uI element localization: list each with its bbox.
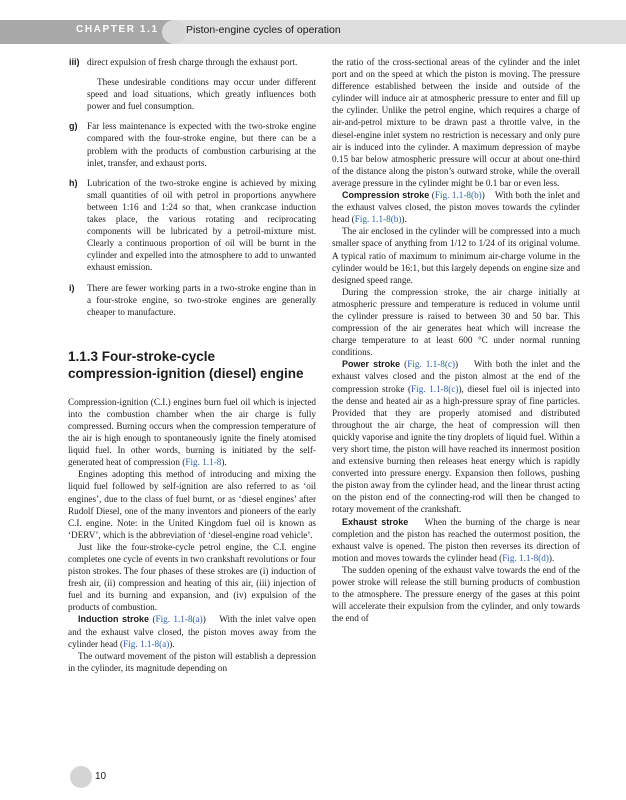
list-item-i	[68, 282, 316, 318]
section-heading-line2: compression-ignition (diesel) engine	[68, 365, 304, 381]
run-in-heading: Exhaust stroke	[342, 516, 409, 527]
list-label: i)	[69, 282, 75, 293]
figure-link[interactable]: Fig. 1.1-8(a)	[123, 638, 170, 649]
list-label: h)	[69, 177, 78, 188]
paragraph: Compression-ignition (C.I.) engines burn fuel oil which is injected into the combustion chamber when the air charge is fully compressed. Burning occurs when the compression temperature of the air is high enough to spontaneously ignite the finely atomised liquid fuel. In other words, burning is initiated by the self-generated heat of compression (Fig. 1.1-8).	[68, 396, 316, 468]
running-header	[0, 0, 626, 44]
figure-link[interactable]: Fig. 1.1-8(c)	[411, 383, 459, 394]
chapter-label: CHAPTER 1.1	[76, 24, 159, 35]
section-heading-line1: 1.1.3 Four-stroke-cycle	[68, 348, 216, 364]
paragraph: Induction stroke (Fig. 1.1-8(a)) With the inlet valve open and the exhaust valve closed, the piston moves away from the cylinder head (Fig. 1.1-8(a)).	[68, 614, 316, 649]
paragraph: the ratio of the cross-sectional areas of the cylinder and the inlet port and on the speed at which the piston is moving. The pressure difference established between the inside and outside of the cylinder will induce air at atmospheric pressure to enter and fill up the cylinder. Unlike the petrol engine, which requires a charge of air-and-petrol mixture to be drawn past a throttle valve, in the diesel-engine inlet system no restriction is necessary and only pure air is induced into the cylinder. A maximum depression of maybe 0.15 bar below atmospheric pressure will occur at about one-third of the distance along the piston’s outward stroke, while the overall average pressure in the cylinder might be 0.1 bar or even less.	[332, 57, 580, 188]
footer-circle-decoration	[70, 766, 92, 788]
list-item-h	[68, 177, 316, 274]
list-text: direct expulsion of fresh charge through the exhaust port.	[87, 57, 298, 67]
list-text: Far less maintenance is expected with the two-stroke engine compared with the four-stroke engine, but there can be a problem with the products of combustion carburising at the inlet, transfer, and exhaust ports.	[87, 121, 316, 168]
left-column	[68, 56, 316, 674]
figure-link[interactable]: Fig. 1.1-8(b)	[434, 190, 482, 201]
paragraph: Engines adopting this method of introducing and mixing the liquid fuel followed by self-ignition are also referred to as ‘oil engines’, due to the class of fuel burnt, or as ‘diesel engines’ after Rudolf Diesel, one of the many inventors and pioneers of the early C.I. engine. Note: in the United Kingdom fuel oil is known as ‘DERV’, which is the abbreviation of ‘diesel-engine road vehicle’.	[68, 469, 316, 540]
figure-link[interactable]: Fig. 1.1-8	[185, 457, 222, 468]
paragraph: Power stroke (Fig. 1.1-8(c)) With both the inlet and the exhaust valves closed and the piston almost at the end of the compression stroke (Fig. 1.1-8(c)), diesel fuel oil is injected into the dense and heated air as a high-pressure spray of fine particles. Provided that they are properly atomised and distributed throughout the air charge, the heat of compression will then quickly vaporise and ignite the tiny droplets of liquid fuel. Within a very short time, the piston will have reached its innermost position and extensive burning then releases heat energy which is rapidly converted into pressure energy. Expansion then follows, pushing the piston away from the cylinder head, and the linear thrust acting on the piston end of the connecting-rod will then be changed to rotary movement of the crankshaft.	[332, 359, 581, 515]
list-item-g	[68, 120, 316, 168]
list-text: Lubrication of the two-stroke engine is achieved by mixing small quantities of oil with petrol in proportions anywhere between 1:16 and 1:24 so that, when crankcase induction takes place, the various rotating and reciprocating components will be lubricated by a petroil-mixture mist. Clearly a continuous proportion of oil will be burnt in the cylinder and expelled into the atmosphere to add to unwanted exhaust emission.	[87, 177, 316, 273]
figure-link[interactable]: Fig. 1.1-8(a)	[155, 614, 203, 625]
section-heading	[68, 348, 316, 382]
right-column	[332, 56, 580, 624]
paragraph: The air enclosed in the cylinder will be compressed into a much smaller space of anything from 1/12 to 1/24 of its original volume. A typical ratio of maximum to minimum air-charge volume in the cylinder would be 16:1, but this largely depends on engine size and designed speed range.	[332, 226, 580, 285]
list-text: There are fewer working parts in a two-stroke engine than in a four-stroke engine, so two-stroke engines are generally cheaper to manufacture.	[87, 282, 316, 317]
figure-link[interactable]: Fig. 1.1-8(b)	[354, 214, 402, 225]
run-in-heading: Power stroke	[342, 359, 401, 370]
paragraph: The sudden opening of the exhaust valve towards the end of the power stroke will release the still burning products of combustion to the atmosphere. The pressure energy of the gases at this point will accelerate their expulsion from the cylinder, and only towards the end of	[332, 564, 580, 624]
paragraph: The outward movement of the piston will establish a depression in the cylinder, its magnitude depending on	[68, 650, 316, 673]
run-in-heading: Induction stroke	[78, 614, 150, 625]
run-in-heading: Compression stroke	[342, 190, 430, 201]
paragraph: These undesirable conditions may occur under different speed and load situations, which greatly influences both power and fuel consumption.	[87, 77, 316, 112]
list-label: g)	[69, 121, 78, 132]
paragraph: Exhaust stroke When the burning of the charge is near completion and the piston has reached the outermost position, the exhaust valve is opened. The piston then reverses its direction of motion and moves towards the cylinder head (Fig. 1.1-8(d)).	[332, 516, 580, 563]
paragraph: Just like the four-stroke-cycle petrol engine, the C.I. engine completes one cycle of events in two crankshaft revolutions or four piston strokes. The four phases of these strokes are (i) induction of fresh air, (ii) compression and heating of this air, (iii) injection of fuel and its burning and expansion, and (iv) expulsion of the products of combustion.	[68, 541, 316, 613]
figure-link[interactable]: Fig. 1.1-8(d)	[502, 552, 549, 563]
paragraph: During the compression stroke, the air charge initially at atmospheric pressure and temperature is reduced in volume until the cylinder pressure is raised to between 30 and 50 bar. This compression of the air generates heat which will increase the charge temperature to at least 600 °C under normal running conditions.	[332, 286, 580, 358]
list-label: iii)	[69, 57, 80, 67]
header-circle-decoration	[162, 20, 186, 44]
list-item-iii	[68, 56, 316, 68]
paragraph: Compression stroke (Fig. 1.1-8(b)) With both the inlet and the exhaust valves closed, the piston moves towards the cylinder head (Fig. 1.1-8(b)).	[332, 190, 581, 225]
figure-link[interactable]: Fig. 1.1-8(c)	[407, 359, 456, 370]
chapter-title: Piston-engine cycles of operation	[186, 24, 341, 36]
page-number: 10	[95, 771, 107, 782]
